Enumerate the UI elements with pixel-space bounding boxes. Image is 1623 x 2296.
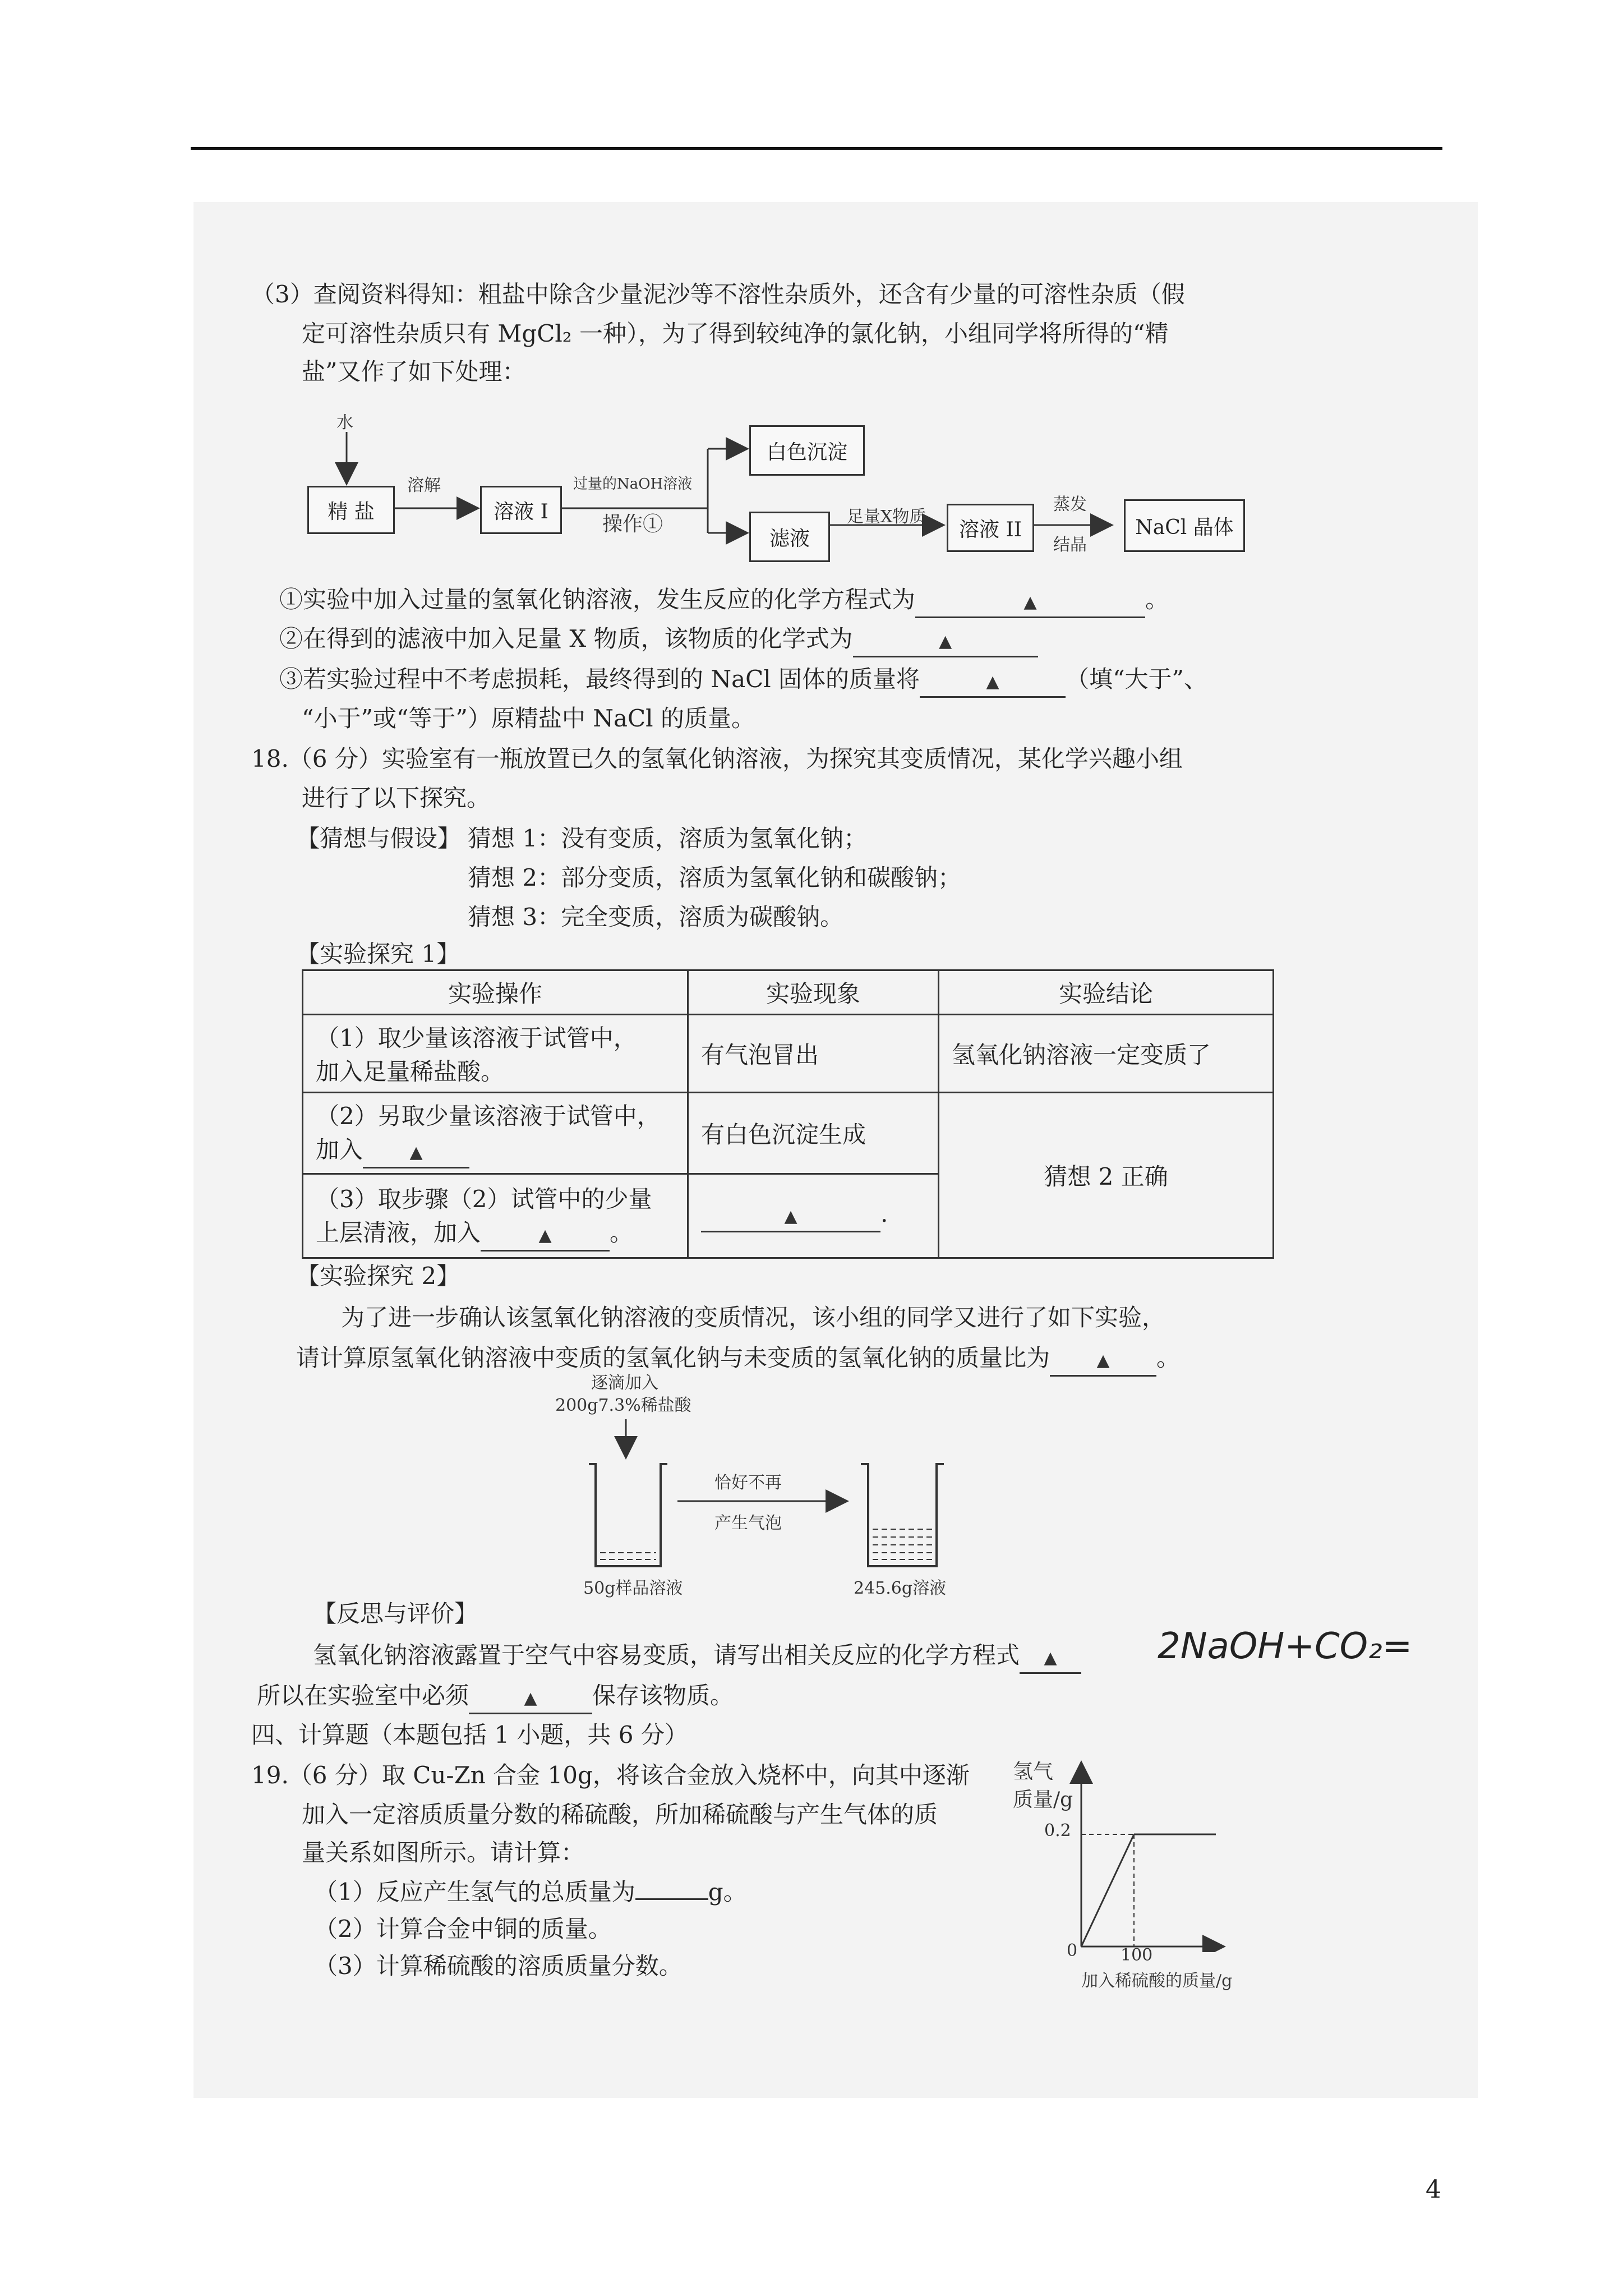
- answer-blank-10[interactable]: [635, 1898, 708, 1900]
- answer-blank-3[interactable]: ▲: [920, 665, 1066, 698]
- flow-filtrate-box: 滤液: [749, 512, 830, 562]
- q19-q2: （2）计算合金中铜的质量。: [314, 1915, 612, 1943]
- q19-line2: 加入一定溶质质量分数的稀硫酸，所加稀硫酸与产生气体的质: [302, 1801, 938, 1828]
- q17-line3: 盐”又作了如下处理：: [302, 358, 526, 385]
- graph-origin: 0: [1067, 1941, 1078, 1961]
- q17-sub2: ②在得到的滤液中加入足量 X 物质，该物质的化学式为 ▲: [279, 623, 1038, 657]
- row23-conclusion: 猜想 2 正确: [939, 1093, 1274, 1258]
- answer-blank-8[interactable]: ▲: [1020, 1641, 1081, 1674]
- fig-drip-label: 逐滴加入: [591, 1373, 658, 1393]
- graph-ylabel-bottom: 质量/g: [1013, 1788, 1073, 1811]
- q17-sub1: ①实验中加入过量的氢氧化钠溶液，发生反应的化学方程式为 ▲ 。: [279, 583, 1169, 618]
- answer-blank-5[interactable]: ▲: [481, 1219, 610, 1251]
- experiment2-line2: 请计算原氢氧化钠溶液中变质的氢氧化钠与未变质的氢氧化钠的质量比为 ▲ 。: [296, 1342, 1180, 1377]
- experiment1-label: 【实验探究 1】: [296, 940, 460, 968]
- row1-observation: 有气泡冒出: [688, 1015, 939, 1093]
- flow-dissolve-label: 溶解: [407, 476, 441, 495]
- header-observation: 实验现象: [688, 970, 939, 1015]
- fig-acid-label: 200g7.3%稀盐酸: [555, 1396, 691, 1415]
- handwritten-equation: 2NaOH+CO₂=: [1158, 1626, 1413, 1667]
- graph-xlabel: 加入稀硫酸的质量/g: [1081, 1971, 1233, 1991]
- fig-left-beaker-label: 50g样品溶液: [583, 1579, 683, 1598]
- hypothesis-2: 猜想 2：部分变质，溶质为氢氧化钠和碳酸钠；: [468, 864, 962, 891]
- q19-line1: 19.（6 分）取 Cu-Zn 合金 10g，将该合金放入烧杯中，向其中逐渐: [251, 1761, 970, 1789]
- hypothesis-1: 猜想 1：没有变质，溶质为氢氧化钠；: [468, 825, 868, 852]
- page-number: 4: [1426, 2175, 1441, 2204]
- graph-ylabel-top: 氢气: [1013, 1760, 1054, 1783]
- flow-solution1-box: 溶液 I: [480, 486, 562, 534]
- hypothesis-label: 【猜想与假设】: [296, 825, 462, 852]
- q19-q3: （3）计算稀硫酸的溶质质量分数。: [314, 1952, 683, 1980]
- flow-crystallize-label: 结晶: [1053, 535, 1087, 555]
- q19-line3: 量关系如图所示。请计算：: [302, 1839, 585, 1866]
- answer-blank-2[interactable]: ▲: [853, 625, 1038, 657]
- section-4-title: 四、计算题（本题包括 1 小题，共 6 分）: [251, 1721, 688, 1749]
- beaker-figure: [578, 1419, 993, 1576]
- header-operation: 实验操作: [303, 970, 688, 1015]
- flow-add-x-label: 足量X物质: [847, 507, 926, 527]
- reflection-line2: 所以在实验室中必须 ▲ 保存该物质。: [257, 1680, 734, 1714]
- experiment2-label: 【实验探究 2】: [296, 1262, 460, 1290]
- flow-add-naoh-label: 过量的NaOH溶液: [573, 476, 693, 493]
- fig-arrow-top: 恰好不再: [714, 1473, 782, 1493]
- answer-blank-1[interactable]: ▲: [915, 586, 1145, 618]
- row1-conclusion: 氢氧化钠溶液一定变质了: [939, 1015, 1274, 1093]
- flow-evaporate-label: 蒸发: [1053, 495, 1087, 514]
- fig-right-beaker-label: 245.6g溶液: [854, 1579, 947, 1598]
- q18-line2: 进行了以下探究。: [302, 784, 491, 812]
- header-rule: [191, 147, 1442, 150]
- row1-operation: （1）取少量该溶液于试管中， 加入足量稀盐酸。: [303, 1015, 688, 1093]
- hydrogen-graph: [1066, 1756, 1234, 1952]
- answer-blank-4[interactable]: ▲: [363, 1136, 469, 1168]
- row3-observation: ▲ .: [688, 1174, 939, 1258]
- q19-q1: （1）反应产生氢气的总质量为 g。: [314, 1878, 747, 1906]
- flow-white-precipitate-box: 白色沉淀: [749, 425, 865, 476]
- reflection-line1: 氢氧化钠溶液露置于空气中容易变质，请写出相关反应的化学方程式 ▲: [313, 1639, 1081, 1674]
- graph-y-tick: 0.2: [1044, 1821, 1071, 1841]
- q17-sub3: ③若实验过程中不考虑损耗，最终得到的 NaCl 固体的质量将 ▲ （填“大于”、: [279, 663, 1207, 698]
- flow-water-label: 水: [336, 413, 353, 432]
- q17-line2: 定可溶性杂质只有 MgCl₂ 一种），为了得到较纯净的氯化钠，小组同学将所得的“精: [302, 320, 1169, 347]
- row2-observation: 有白色沉淀生成: [688, 1093, 939, 1174]
- experiment-table: [302, 969, 1274, 1259]
- hypothesis-3: 猜想 3：完全变质，溶质为碳酸钠。: [468, 903, 844, 931]
- graph-x-tick: 100: [1121, 1945, 1153, 1965]
- q17-line1: （3）查阅资料得知：粗盐中除含少量泥沙等不溶性杂质外，还含有少量的可溶性杂质（假: [251, 280, 1185, 308]
- header-conclusion: 实验结论: [939, 970, 1274, 1015]
- q18-line1: 18.（6 分）实验室有一瓶放置已久的氢氧化钠溶液，为探究其变质情况，某化学兴趣小组: [251, 745, 1183, 772]
- flow-solution2-box: 溶液 II: [947, 504, 1034, 552]
- reflection-label: 【反思与评价】: [313, 1600, 478, 1627]
- q17-sub3-line2: “小于”或“等于”）原精盐中 NaCl 的质量。: [302, 705, 755, 732]
- answer-blank-7[interactable]: ▲: [1050, 1344, 1156, 1377]
- row3-operation: （3）取步骤（2）试管中的少量 上层清液，加入 ▲ 。: [303, 1174, 688, 1258]
- answer-blank-9[interactable]: ▲: [469, 1682, 592, 1714]
- flow-fine-salt-box: 精 盐: [307, 486, 395, 534]
- fig-arrow-bottom: 产生气泡: [714, 1513, 782, 1533]
- flow-nacl-crystal-box: NaCl 晶体: [1124, 499, 1245, 552]
- answer-blank-6[interactable]: ▲: [701, 1200, 880, 1232]
- row2-operation: （2）另取少量该溶液于试管中， 加入 ▲: [303, 1093, 688, 1174]
- flow-operation-label: 操作①: [602, 513, 663, 536]
- experiment2-line1: 为了进一步确认该氢氧化钠溶液的变质情况，该小组的同学又进行了如下实验，: [341, 1304, 1166, 1331]
